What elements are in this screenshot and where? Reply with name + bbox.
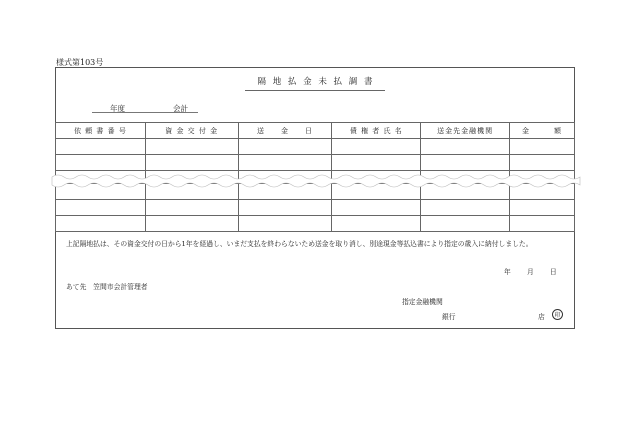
form-frame [55, 67, 575, 329]
col-amount: 金 額 [510, 123, 575, 139]
col-fund-grant: 資 金 交 付 金 [145, 123, 238, 139]
col-creditor-name: 債 権 者 氏 名 [332, 123, 421, 139]
form-number: 様式第103号 [56, 58, 104, 67]
table-row [56, 155, 575, 171]
account-underline [140, 112, 198, 113]
branch-label: 店 [538, 313, 545, 321]
seal-icon: 印 [552, 309, 563, 320]
col-remit-date: 送 金 日 [238, 123, 332, 139]
col-request-number: 依 頼 書 番 号 [56, 123, 146, 139]
col-remit-institution: 送金先金融機関 [421, 123, 510, 139]
tear-line [52, 172, 580, 190]
addressee: あて先 笠間市会計管理者 [66, 283, 148, 291]
year-label: 年度 [110, 104, 125, 113]
table-row [56, 216, 575, 232]
institution-label: 指定金融機関 [402, 298, 443, 306]
table-row [56, 139, 575, 155]
account-label: 会計 [173, 104, 188, 113]
table-header-row [56, 123, 575, 139]
form-title: 隔 地 払 金 未 払 調 書 [257, 77, 375, 87]
bank-label: 銀行 [442, 313, 456, 321]
table-row [56, 200, 575, 216]
body-text: 上記隔地払は、その資金交付の日から1年を経過し、いまだ支払を終わらないため送金を取り消し、別途現金等払込書により指定の歳入に納付しました。 [66, 240, 533, 248]
title-underline [245, 90, 385, 91]
date-label: 年 月 日 [504, 268, 557, 276]
